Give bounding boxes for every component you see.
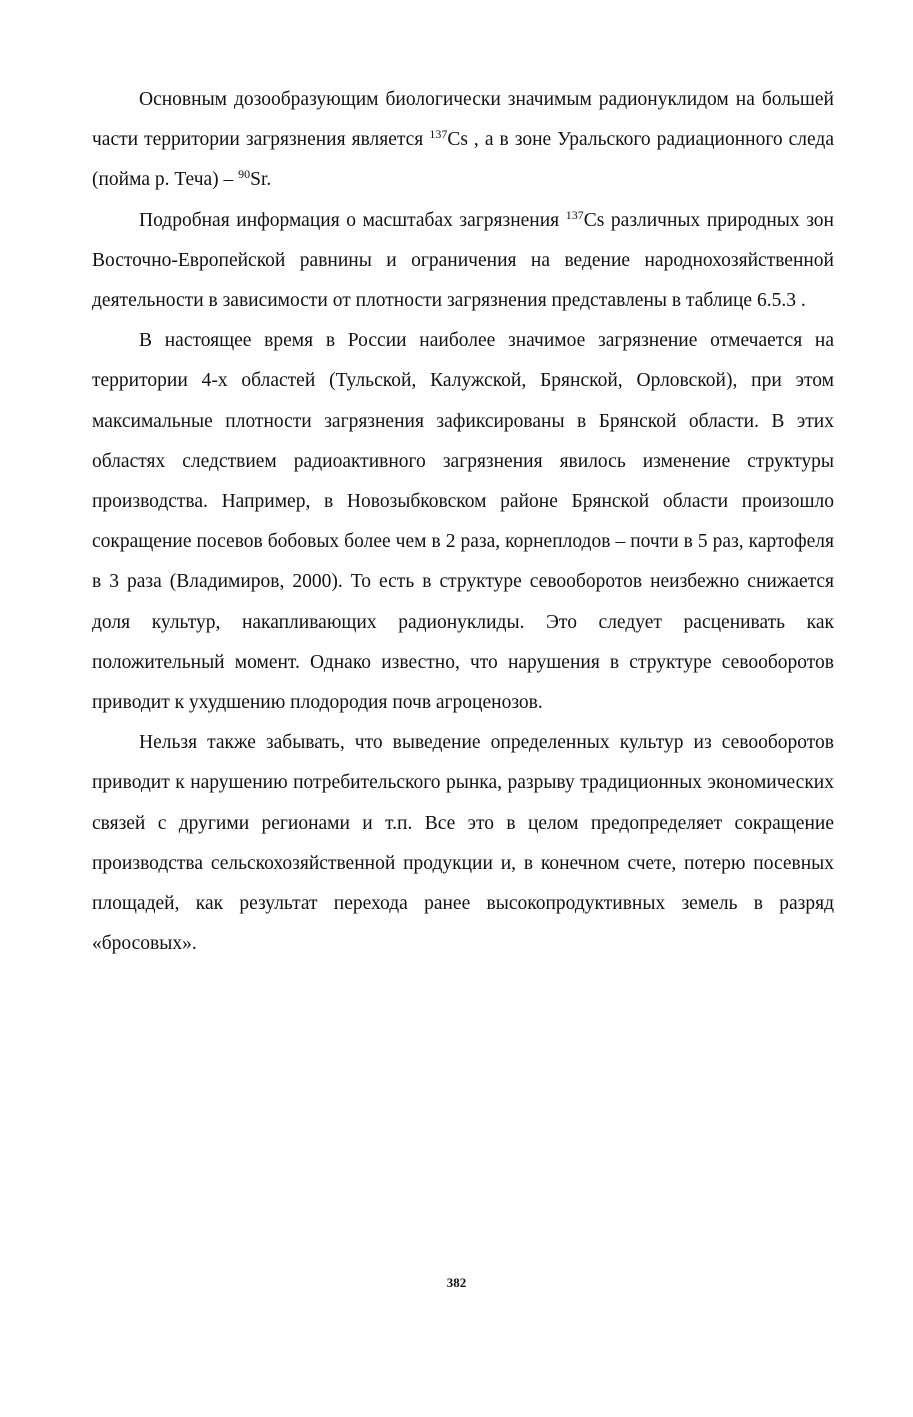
paragraph-consequences: Нельзя также забывать, что выведение определенных культур из севооборотов приводит к нарушению потребительского рынка, разрыву традиционных экономических связей с другими регионами и т.п. Все это в целом предопределяет сокращение производства сельскохозяйственной продукции и, в конечном счете, потерю посевных площадей, как результат перехода ранее высокопродуктивных земель в разряд «бросовых». xyxy=(92,732,834,955)
paragraph-2-text-a: Подробная информация о масштабах загрязнения xyxy=(139,209,566,231)
paragraph-table-reference xyxy=(92,201,834,322)
page-number: 382 xyxy=(446,1275,467,1290)
body-text xyxy=(92,80,834,964)
paragraph-1-text-a: Основным дозообразующим биологически значимым радионуклидом на большей части территории загрязнения является xyxy=(92,89,834,151)
isotope-mass-sr90: 90 xyxy=(238,167,251,182)
paragraph-regions: В настоящее время в России наиболее значимое загрязнение отмечается на территории 4-х областей (Тульской, Калужской, Брянской, Орловской), при этом максимальные плотности загрязнения зафиксированы в Брянской области. В этих областях следствием радиоактивного загрязнения явилось изменение структуры производства. Например, в Новозыбковском районе Брянской области произошло сокращение посевов бобовых более чем в 2 раза, корнеплодов – почти в 5 раз, картофеля в 3 раза (Владимиров, 2000). То есть в структуре севооборотов неизбежно снижается доля культур, накапливающих радионуклиды. Это следует расценивать как положительный момент. Однако известно, что нарушения в структуре севооборотов приводит к ухудшению плодородия почв агроценозов. xyxy=(92,330,834,714)
paragraph-1-text-c: Sr. xyxy=(250,169,272,191)
isotope-mass-cs137-2: 137 xyxy=(565,207,584,222)
paragraph-2-text-b: Cs различных природных зон Восточно-Европейской равнины и ограничения на ведение народнохозяйственной деятельности в зависимости от плотности загрязнения представлены в таблице 6.5.3 . xyxy=(92,209,834,312)
paragraph-1-text-b: Cs , а в зоне Уральского радиационного следа (пойма р. Теча) – xyxy=(92,129,834,191)
isotope-mass-cs137: 137 xyxy=(429,127,448,142)
paragraph-radionuclides xyxy=(92,80,834,201)
